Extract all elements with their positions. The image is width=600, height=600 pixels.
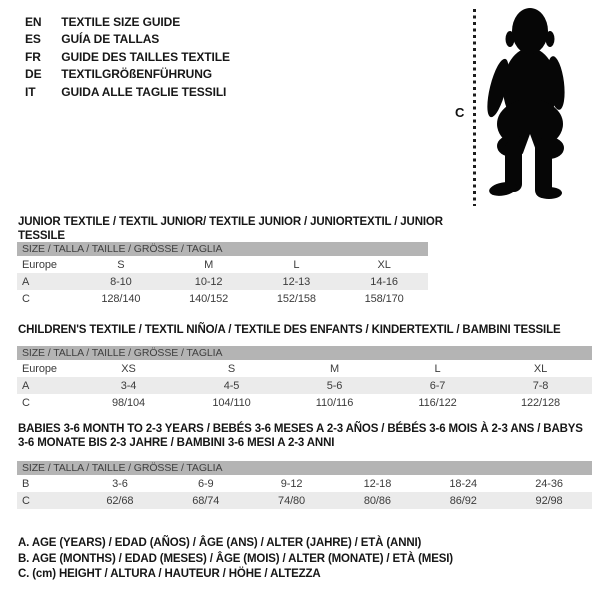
size-cell: 140/152 [189,292,229,305]
size-cell: XS [121,362,136,375]
row-label: B [22,477,30,490]
size-cell: 18-24 [449,477,478,490]
size-header: SIZE / TALLA / TAILLE / GRÖSSE / TAGLIA [17,346,592,360]
lang-row-it [25,84,230,101]
babies-size-table [17,461,592,509]
lang-code: ES [25,32,41,47]
junior-size-table [17,242,428,307]
size-header: SIZE / TALLA / TAILLE / GRÖSSE / TAGLIA [17,461,592,475]
lang-row-de [25,66,230,83]
language-title-list [25,14,230,101]
lang-label: GUÍA DE TALLAS [61,32,160,47]
size-cell: 86/92 [420,492,506,509]
size-cell: S [227,362,236,375]
lang-label: TEXTILE SIZE GUIDE [61,15,181,29]
table-row [17,256,428,273]
size-cell: 10-12 [165,273,253,290]
legend-line-c: C. (cm) HEIGHT / ALTURA / HAUTEUR / HÖHE / ALTEZZA [18,568,321,581]
size-cell: 14-16 [340,273,428,290]
section-title-babies: BABIES 3-6 MONTH TO 2-3 YEARS / BEBÉS 3-6 MESES A 2-3 AÑOS / BÉBÉS 3-6 MOIS À 2-3 ANS / BABYS 3-6 MONATE BIS 2-3 JAHRE / BAMBINI 3-6 MESI A 2-3 ANNI [18,423,583,449]
size-cell: 9-12 [280,477,303,490]
height-measure-line [473,9,476,206]
legend-line-b: B. AGE (MONTHS) / EDAD (MESES) / ÂGE (MOIS) / ALTER (MONATE) / ETÀ (MESI) [18,552,453,565]
table-header-row [17,461,592,475]
size-cell: 104/110 [212,396,251,409]
row-label: Europe [22,362,57,375]
lang-code: EN [25,15,42,29]
row-label: A [17,273,77,290]
size-cell: M [204,258,214,271]
size-cell: 68/74 [163,492,249,509]
lang-row-fr [25,49,230,66]
size-cell: 116/122 [418,396,457,409]
lang-label: GUIDA ALLE TAGLIE TESSILI [61,84,227,99]
lang-label: GUIDE DES TAILLES TEXTILE [61,49,230,64]
size-cell: S [117,258,125,271]
lang-code: IT [25,84,36,99]
table-row [17,273,428,290]
row-label: A [17,377,77,394]
table-row [17,377,592,394]
lang-row-es [25,31,230,48]
row-label: C [22,396,30,409]
size-cell: 122/128 [520,396,561,409]
legend-line-a: A. AGE (YEARS) / EDAD (AÑOS) / ÂGE (ANS) / ALTER (JAHRE) / ETÀ (ANNI) [18,537,422,549]
table-row [17,492,592,509]
size-cell: 4-5 [180,377,283,394]
table-row [17,360,592,377]
size-cell: XL [377,258,391,271]
size-header: SIZE / TALLA / TAILLE / GRÖSSE / TAGLIA [17,242,428,256]
size-cell: L [293,258,300,271]
size-cell: 80/86 [334,492,420,509]
measurement-legend [18,536,453,583]
size-cell: 3-4 [77,377,180,394]
size-cell: 152/158 [276,292,316,305]
size-cell: 92/98 [506,492,592,509]
lang-label: TEXTILGRÖßENFÜHRUNG [61,67,212,82]
row-label: Europe [22,258,57,271]
size-cell: 3-6 [112,477,128,490]
size-cell: XL [533,362,548,375]
lang-code: DE [25,67,42,82]
lang-code: FR [25,49,41,64]
size-cell: 110/116 [315,396,354,409]
size-cell: 62/68 [77,492,163,509]
row-label: C [17,492,77,509]
size-cell: 158/170 [364,292,404,305]
size-cell: 8-10 [77,273,165,290]
size-cell: M [329,362,340,375]
size-cell: 98/104 [111,396,146,409]
section-title-junior: JUNIOR TEXTILE / TEXTIL JUNIOR/ TEXTILE JUNIOR / JUNIORTEXTIL / JUNIOR TESSILE [18,216,443,242]
table-header-row [17,346,592,360]
table-row [17,475,592,492]
height-label: C [455,105,465,120]
size-cell: 7-8 [489,377,592,394]
size-cell: 12-13 [253,273,341,290]
size-cell: 12-18 [363,477,392,490]
table-header-row [17,242,428,256]
size-cell: 74/80 [249,492,335,509]
table-row [17,290,428,307]
table-row [17,394,592,411]
lang-row-en [25,14,230,31]
size-cell: 6-9 [197,477,214,490]
size-cell: 5-6 [283,377,386,394]
size-cell: 24-36 [535,477,563,490]
size-cell: L [434,362,441,375]
size-cell: 6-7 [386,377,489,394]
size-cell: 128/140 [101,292,141,305]
children-size-table [17,346,592,411]
row-label: C [22,292,30,305]
section-title-children: CHILDREN'S TEXTILE / TEXTIL NIÑO/A / TEXTILE DES ENFANTS / KINDERTEXTIL / BAMBINI TESSILE [18,324,561,336]
baby-silhouette-icon [482,2,600,208]
